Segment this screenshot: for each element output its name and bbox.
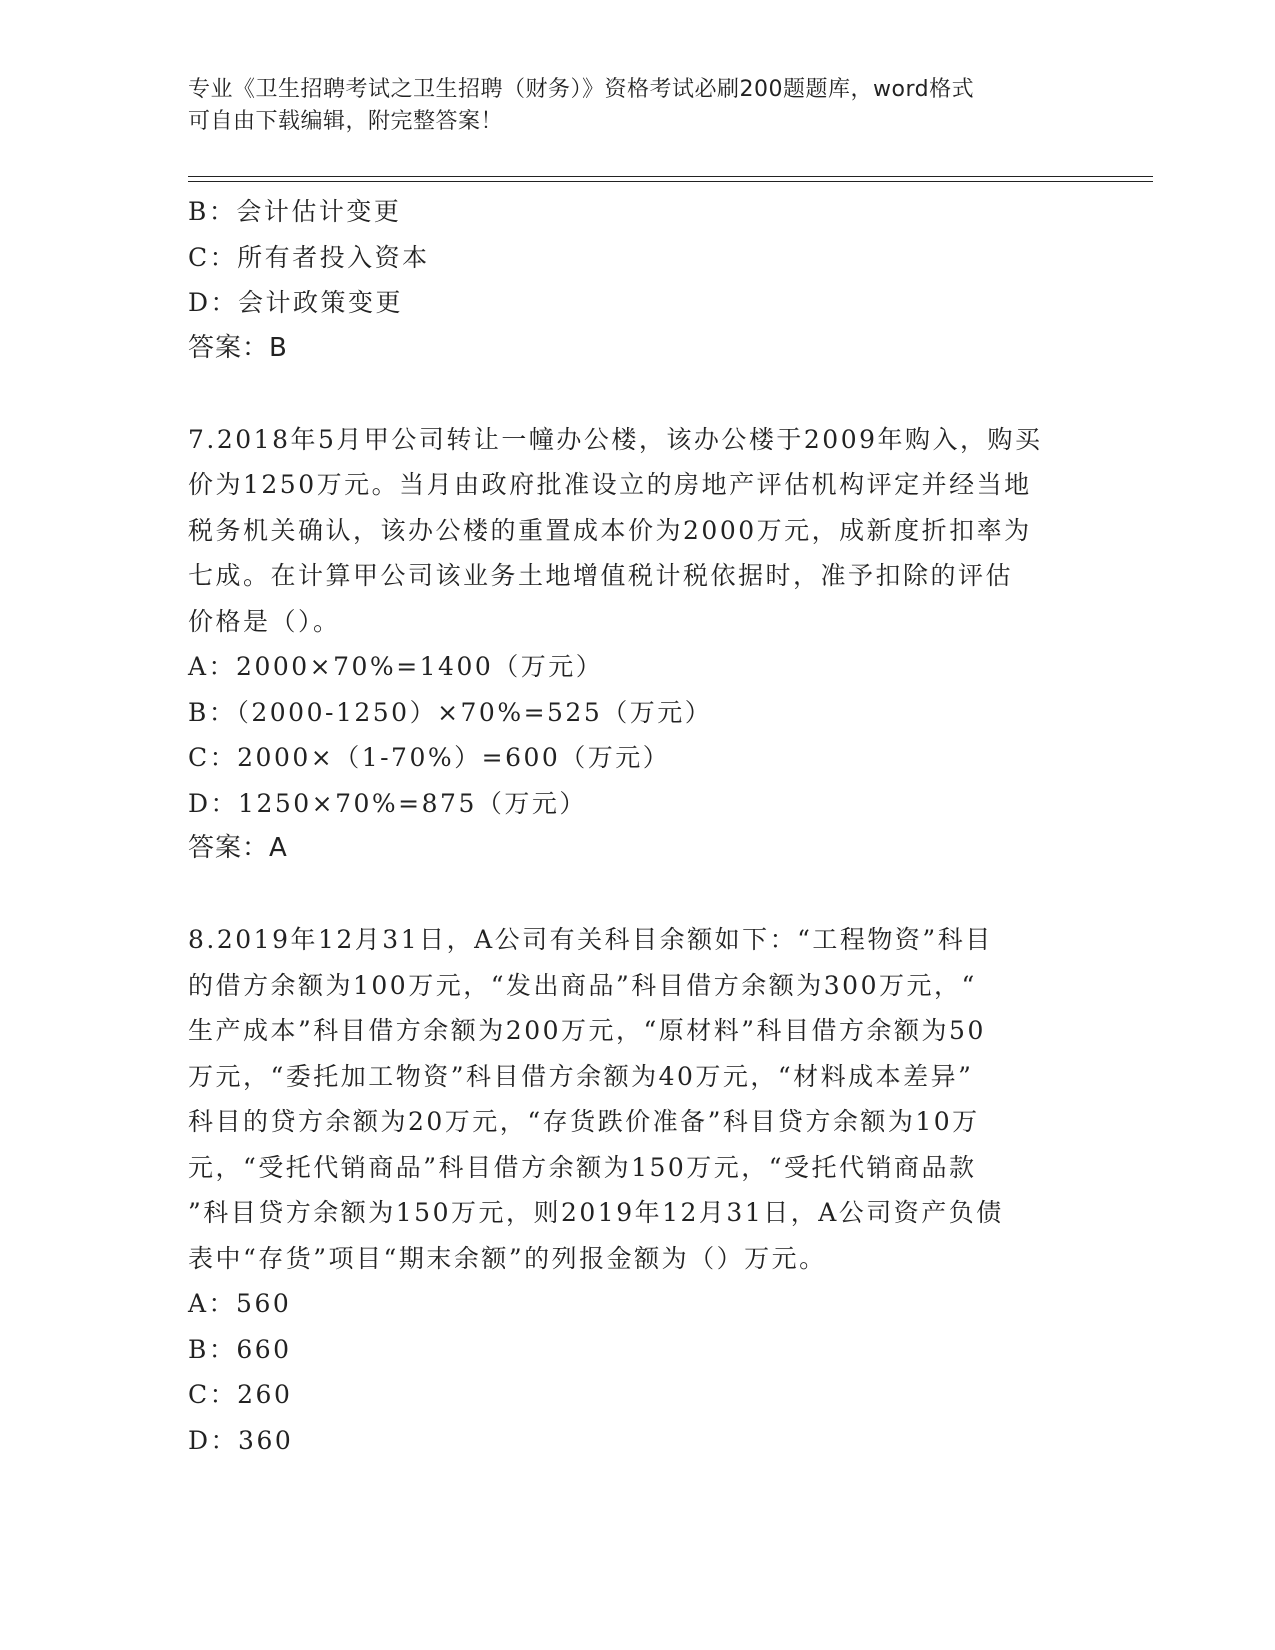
- q7-option-c: C：2000×（1-70%）=600（万元）: [188, 743, 671, 772]
- header-divider-bottom: [188, 181, 1153, 182]
- q6-option-b: B：会计估计变更: [188, 197, 402, 226]
- header-divider-top: [188, 176, 1153, 177]
- q8-stem-line: 科目的贷方余额为20万元，“存货跌价准备”科目贷方余额为10万: [188, 1107, 980, 1136]
- q6-option-d: D：会计政策变更: [188, 288, 404, 317]
- question-7: [188, 417, 1088, 872]
- q7-option-d: D：1250×70%=875（万元）: [188, 788, 587, 818]
- q6-answer: 答案：B: [188, 332, 288, 363]
- q7-stem-line: 七成。在计算甲公司该业务土地增值税计税依据时，准予扣除的评估: [188, 561, 1014, 590]
- q8-stem-line: 的借方余额为100万元，“发出商品”科目借方余额为300万元，“: [188, 970, 977, 1000]
- spacer: [188, 371, 1088, 417]
- q7-option-b: B：（2000-1250）×70%=525（万元）: [188, 697, 713, 727]
- document-body: [188, 189, 1088, 1463]
- q8-stem-line: 8.2019年12月31日，A公司有关科目余额如下：“工程物资”科目: [188, 925, 993, 954]
- q7-option-a: A：2000×70%=1400（万元）: [188, 652, 604, 681]
- q8-option-a: A：560: [188, 1289, 292, 1318]
- q7-answer: 答案：A: [188, 833, 288, 863]
- question-6: [188, 189, 1088, 371]
- q7-stem-line: 7.2018年5月甲公司转让一幢办公楼，该办公楼于2009年购入，购买: [188, 424, 1043, 454]
- q8-stem-line: ”科目贷方余额为150万元，则2019年12月31日，A公司资产负债: [188, 1198, 1004, 1227]
- q8-stem-line: 元，“受托代销商品”科目借方余额为150万元，“受托代销商品款: [188, 1152, 977, 1182]
- q8-stem-line: 万元，“委托加工物资”科目借方余额为40万元，“材料成本差异”: [188, 1061, 974, 1091]
- q8-stem-line: 生产成本”科目借方余额为200万元，“原材料”科目借方余额为50: [188, 1016, 986, 1045]
- page-header: [188, 74, 1068, 138]
- q7-stem-line: 税务机关确认，该办公楼的重置成本价为2000万元，成新度折扣率为: [188, 515, 1032, 545]
- q8-option-b: B：660: [188, 1334, 292, 1364]
- q8-option-d: D：360: [188, 1425, 294, 1455]
- header-title-line-1: 专业《卫生招聘考试之卫生招聘（财务）》资格考试必刷200题题库，word格式: [188, 77, 975, 102]
- q7-stem-line: 价为1250万元。当月由政府批准设立的房地产评估机构评定并经当地: [188, 470, 1032, 499]
- q7-stem-line: 价格是（）。: [188, 606, 341, 636]
- spacer: [188, 872, 1088, 918]
- question-8: [188, 917, 1088, 1463]
- header-title-line-2: 可自由下载编辑，附完整答案！: [188, 109, 504, 134]
- q6-option-c: C：所有者投入资本: [188, 242, 430, 272]
- q8-stem-line: 表中“存货”项目“期末余额”的列报金额为（）万元。: [188, 1243, 827, 1273]
- q8-option-c: C：260: [188, 1380, 293, 1409]
